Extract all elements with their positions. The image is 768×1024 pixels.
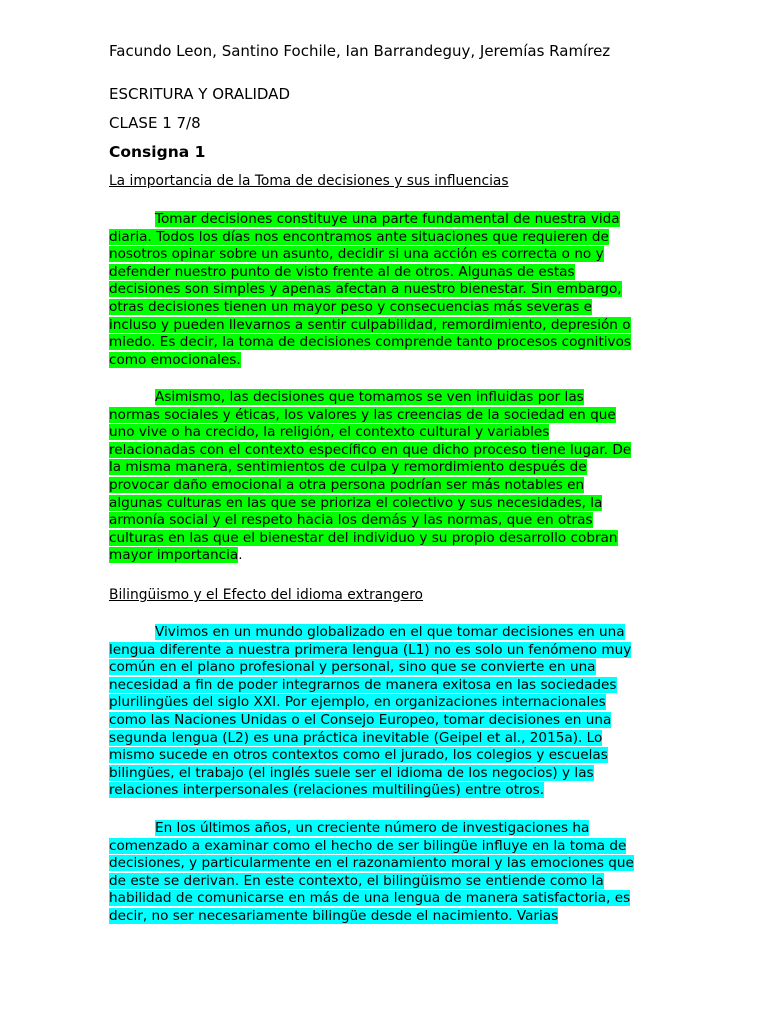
paragraph-line-text: necesidad a fin de poder integrarnos de manera exitosa en las sociedades <box>109 676 617 693</box>
paragraph-line-text: algunas culturas en las que se prioriza el colectivo y sus necesidades, la <box>109 494 603 511</box>
paragraph-line <box>109 547 631 565</box>
paragraph-line <box>109 659 631 677</box>
section-heading-bilingualism <box>109 586 423 604</box>
authors-line: Facundo Leon, Santino Fochile, Ian Barrandeguy, Jeremías Ramírez <box>109 42 611 60</box>
paragraph-line <box>109 495 631 513</box>
paragraph-line <box>109 424 631 442</box>
paragraph-recent-research <box>109 820 634 926</box>
paragraph-line <box>109 890 634 908</box>
paragraph-line <box>109 334 631 352</box>
paragraph-end-period: . <box>238 547 243 564</box>
paragraph-line <box>109 694 631 712</box>
subject-title: ESCRITURA Y ORALIDAD <box>109 85 290 103</box>
paragraph-line <box>109 677 631 695</box>
paragraph-line <box>109 873 634 891</box>
paragraph-line-text: En los últimos años, un creciente número de investigaciones ha <box>155 820 590 836</box>
paragraph-line-text: relaciones interpersonales (relaciones multilingües) entre otros. <box>109 782 545 799</box>
paragraph-line-text: Tomar decisiones constituye una parte fundamental de nuestra vida <box>155 211 620 227</box>
section-heading-decisions <box>109 172 509 190</box>
paragraph-line-text: Asimismo, las decisiones que tomamos se ven influidas por las <box>155 389 584 405</box>
paragraph-line-text: decisiones son simples y apenas afectan a nuestro bienestar. Sin embargo, <box>109 281 622 298</box>
paragraph-line-text: como las Naciones Unidas o el Consejo Europeo, tomar decisiones en una <box>109 711 612 728</box>
class-label: CLASE 1 7/8 <box>109 114 201 132</box>
paragraph-line-text: miedo. Es decir, la toma de decisiones comprende tanto procesos cognitivos <box>109 334 632 351</box>
paragraph-line <box>109 747 631 765</box>
paragraph-line <box>109 407 631 425</box>
paragraph-line-text: normas sociales y éticas, los valores y las creencias de la sociedad en que <box>109 406 616 423</box>
assignment-heading: Consigna 1 <box>109 143 206 161</box>
paragraph-line <box>109 352 631 370</box>
paragraph-line-text: como emocionales. <box>109 351 241 368</box>
paragraph-line <box>109 908 634 926</box>
paragraph-line <box>109 317 631 335</box>
paragraph-line-text: bilingües, el trabajo (el inglés suele ser el idioma de los negocios) y las <box>109 764 594 781</box>
paragraph-line <box>109 246 631 264</box>
paragraph-line-text: relacionadas con el contexto específico en que dicho proceso tiene lugar. De <box>109 441 632 458</box>
paragraph-line <box>109 281 631 299</box>
paragraph-line <box>109 512 631 530</box>
paragraph-line-text: comenzado a examinar como el hecho de ser bilingüe influye en la toma de <box>109 837 627 854</box>
paragraph-line-text: mismo sucede en otros contextos como el jurado, los colegios y escuelas <box>109 747 608 764</box>
section-heading-bilingualism-text: Bilingüismo y el Efecto del idioma extrangero <box>109 587 424 603</box>
paragraph-line-text: nosotros opinar sobre un asunto, decidir si una acción es correcta o no y <box>109 246 604 263</box>
paragraph-line-text: segunda lengua (L2) es una práctica inevitable (Geipel et al., 2015a). Lo <box>109 729 603 746</box>
paragraph-line-text: armonía social y el respeto hacia los demás y las normas, que en otras <box>109 512 593 529</box>
paragraph-line <box>109 782 631 800</box>
paragraph-decisions <box>109 211 631 369</box>
paragraph-line-text: mayor importancia <box>109 547 239 564</box>
paragraph-line-text: incluso y pueden llevarnos a sentir culpabilidad, remordimiento, depresión o <box>109 316 631 333</box>
paragraph-line <box>109 730 631 748</box>
paragraph-line <box>109 459 631 477</box>
paragraph-line <box>109 855 634 873</box>
paragraph-line <box>109 820 634 838</box>
paragraph-line-text: defender nuestro punto de visto frente al de otros. Algunas de estas <box>109 263 575 280</box>
paragraph-line <box>109 624 631 642</box>
paragraph-line-text: culturas en las que el bienestar del individuo y su propio desarrollo cobran <box>109 529 618 546</box>
paragraph-line-text: habilidad de comunicarse en más de una lengua de manera satisfactoria, es <box>109 890 631 907</box>
paragraph-line <box>109 389 631 407</box>
paragraph-line-text: diaria. Todos los días nos encontramos ante situaciones que requieren de <box>109 228 609 245</box>
paragraph-globalized-world <box>109 624 631 800</box>
paragraph-line-text: plurilingües del siglo XXI. Por ejemplo, en organizaciones internacionales <box>109 694 606 711</box>
paragraph-line <box>109 299 631 317</box>
paragraph-line <box>109 530 631 548</box>
paragraph-line <box>109 838 634 856</box>
paragraph-line-text: de este se derivan. En este contexto, el bilingüismo se entiende como la <box>109 872 604 889</box>
paragraph-line-text: decir, no ser necesariamente bilingüe desde el nacimiento. Varias <box>109 907 559 924</box>
paragraph-line <box>109 264 631 282</box>
paragraph-line-text: Vivimos en un mundo globalizado en el que tomar decisiones en una <box>155 624 625 640</box>
paragraph-line-text: uno vive o ha crecido, la religión, el contexto cultural y variables <box>109 424 550 441</box>
paragraph-line <box>109 642 631 660</box>
paragraph-line <box>109 712 631 730</box>
paragraph-line <box>109 229 631 247</box>
paragraph-influences <box>109 389 631 565</box>
paragraph-line <box>109 442 631 460</box>
paragraph-line-text: provocar daño emocional a otra persona podrían ser más notables en <box>109 476 585 493</box>
paragraph-line <box>109 211 631 229</box>
paragraph-line-text: decisiones, y particularmente en el razonamiento moral y las emociones que <box>109 855 634 872</box>
section-heading-decisions-text: La importancia de la Toma de decisiones y sus influencias <box>109 173 509 189</box>
paragraph-line-text: la misma manera, sentimientos de culpa y remordimiento después de <box>109 459 587 476</box>
paragraph-line-text: común en el plano profesional y personal, sino que se convierte en una <box>109 659 596 676</box>
paragraph-line <box>109 765 631 783</box>
paragraph-line-text: lengua diferente a nuestra primera lengua (L1) no es solo un fenómeno muy <box>109 641 632 658</box>
paragraph-line-text: otras decisiones tienen un mayor peso y consecuencias más severas e <box>109 298 593 315</box>
paragraph-line <box>109 477 631 495</box>
